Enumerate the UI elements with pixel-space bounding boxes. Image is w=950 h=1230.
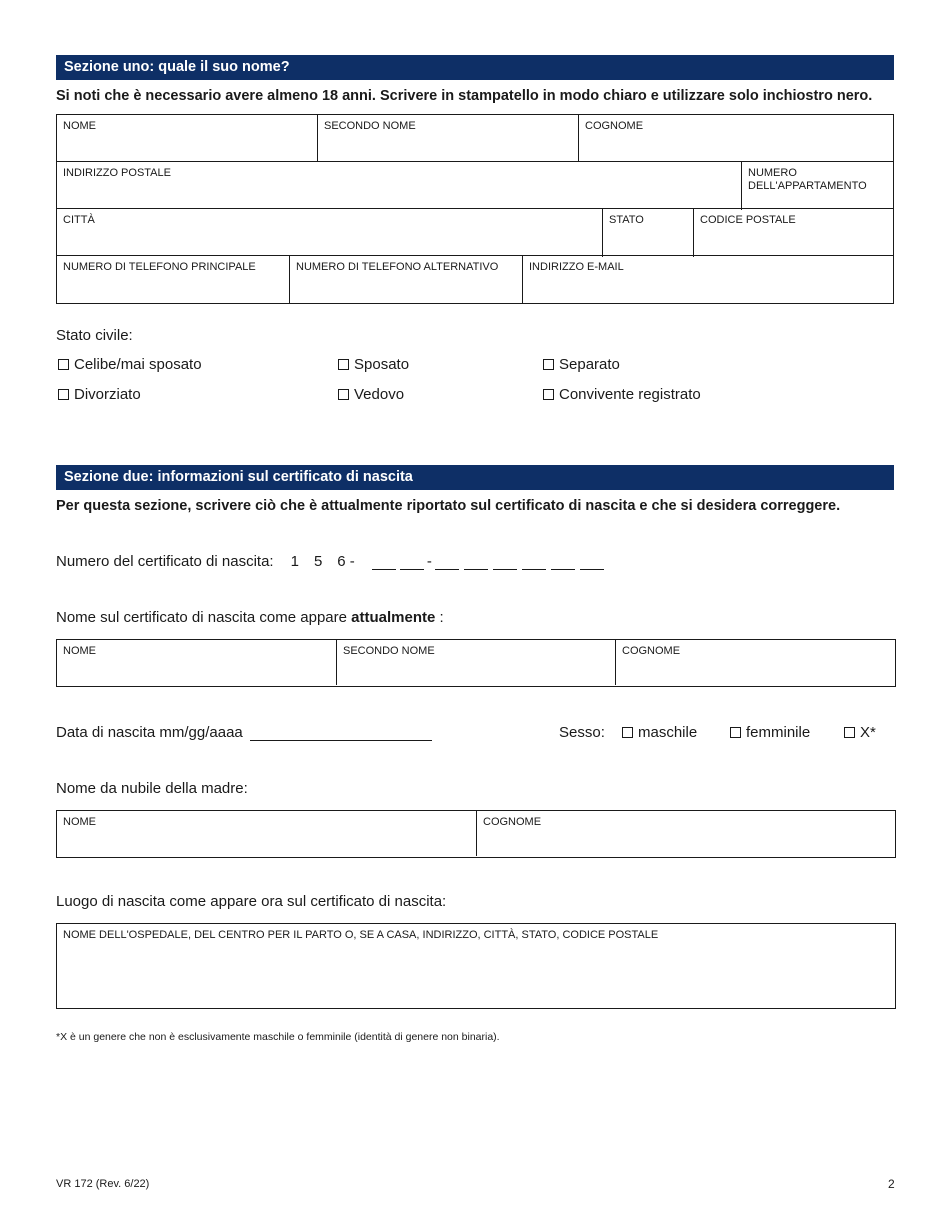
cert-last-name-label: COGNOME [622,645,681,657]
zip-field[interactable] [694,209,893,257]
cert-number-row [56,553,604,570]
contact-info-grid [56,114,894,304]
checkbox-icon[interactable] [543,389,554,400]
apartment-label: NUMERO DELL'APPARTAMENTO [748,167,867,192]
phone-main-label: NUMERO DI TELEFONO PRINCIPALE [63,261,256,273]
section-two-note: Per questa sezione, scrivere ciò che è attualmente riportato sul certificato di nascita e che si desidera correggere. [56,498,841,514]
cert-prefix-digit: 6 - [337,553,355,570]
form-id: VR 172 (Rev. 6/22) [56,1178,150,1190]
last-name-label: COGNOME [585,120,644,132]
mother-first-name-field[interactable] [57,811,477,856]
marital-status-label: Stato civile: [56,327,133,344]
marital-option-domestic-partner[interactable]: Convivente registrato [543,386,701,403]
mother-first-name-label: NOME [63,816,96,828]
page-number: 2 [888,1177,895,1191]
checkbox-icon[interactable] [338,359,349,370]
cert-digit-blank[interactable] [522,555,546,570]
checkbox-icon[interactable] [844,727,855,738]
phone-main-field[interactable] [57,256,290,303]
section-two-banner: Sezione due: informazioni sul certificato di nascita [56,465,894,490]
birthplace-field-label: NOME DELL'OSPEDALE, DEL CENTRO PER IL PARTO O, SE A CASA, INDIRIZZO, CITTÀ, STATO, CODICE POSTALE [63,929,659,941]
cert-digit-blank[interactable] [493,555,517,570]
cert-digit-blank[interactable] [400,555,424,570]
marital-option-widowed[interactable]: Vedovo [338,386,404,403]
cert-prefix-digit: 5 [313,553,323,570]
checkbox-icon[interactable] [543,359,554,370]
checkbox-icon[interactable] [58,389,69,400]
mother-maiden-label: Nome da nubile della madre: [56,780,248,797]
checkbox-icon[interactable] [58,359,69,370]
sex-option-female[interactable]: femminile [730,724,810,741]
mother-name-grid [56,810,896,858]
cert-name-label: Nome sul certificato di nascita come appare attualmente : [56,609,444,626]
cert-first-name-field[interactable] [57,640,337,685]
marital-option-separated[interactable]: Separato [543,356,620,373]
phone-alt-label: NUMERO DI TELEFONO ALTERNATIVO [296,261,499,273]
zip-label: CODICE POSTALE [700,214,796,226]
dob-label: Data di nascita mm/gg/aaaa [56,724,243,741]
cert-name-grid [56,639,896,687]
footnote: *X è un genere che non è esclusivamente maschile o femminile (identità di genere non binaria). [56,1031,500,1043]
checkbox-icon[interactable] [730,727,741,738]
cert-digit-blank[interactable] [464,555,488,570]
state-label: STATO [609,214,644,226]
cert-middle-name-label: SECONDO NOME [343,645,435,657]
cert-separator: - [426,553,432,570]
first-name-field[interactable] [57,115,318,162]
cert-digit-blank[interactable] [551,555,575,570]
marital-option-married[interactable]: Sposato [338,356,409,373]
cert-first-name-label: NOME [63,645,96,657]
email-field[interactable] [523,256,893,303]
cert-last-name-field[interactable] [616,640,895,685]
first-name-label: NOME [63,120,96,132]
state-field[interactable] [603,209,694,257]
cert-digit-blank[interactable] [580,555,604,570]
dob-row [56,724,432,741]
city-field[interactable] [57,209,603,257]
cert-digit-blank[interactable] [435,555,459,570]
middle-name-label: SECONDO NOME [324,120,416,132]
marital-option-single[interactable]: Celibe/mai sposato [58,356,202,373]
section-one-banner: Sezione uno: quale il suo nome? [56,55,894,80]
sex-label: Sesso: [559,724,605,741]
dob-input[interactable] [250,726,432,741]
cert-number-label: Numero del certificato di nascita: [56,553,274,570]
sex-option-male[interactable]: maschile [622,724,697,741]
sex-option-x[interactable]: X* [844,724,876,741]
marital-option-divorced[interactable]: Divorziato [58,386,141,403]
phone-alt-field[interactable] [290,256,523,303]
middle-name-field[interactable] [318,115,579,162]
address-label: INDIRIZZO POSTALE [63,167,171,179]
section-one-note: Si noti che è necessario avere almeno 18 anni. Scrivere in stampatello in modo chiaro e utilizzare solo inchiostro nero. [56,88,873,104]
email-label: INDIRIZZO E-MAIL [529,261,624,273]
birthplace-field[interactable] [56,923,896,1009]
last-name-field[interactable] [579,115,893,162]
mother-last-name-field[interactable] [477,811,895,856]
cert-digit-blank[interactable] [372,555,396,570]
cert-middle-name-field[interactable] [337,640,616,685]
address-field[interactable] [57,162,742,210]
cert-prefix-digit: 1 [290,553,299,570]
apartment-field[interactable] [742,162,893,210]
birthplace-label: Luogo di nascita come appare ora sul certificato di nascita: [56,893,447,910]
city-label: CITTÀ [63,214,95,226]
checkbox-icon[interactable] [622,727,633,738]
checkbox-icon[interactable] [338,389,349,400]
mother-last-name-label: COGNOME [483,816,542,828]
